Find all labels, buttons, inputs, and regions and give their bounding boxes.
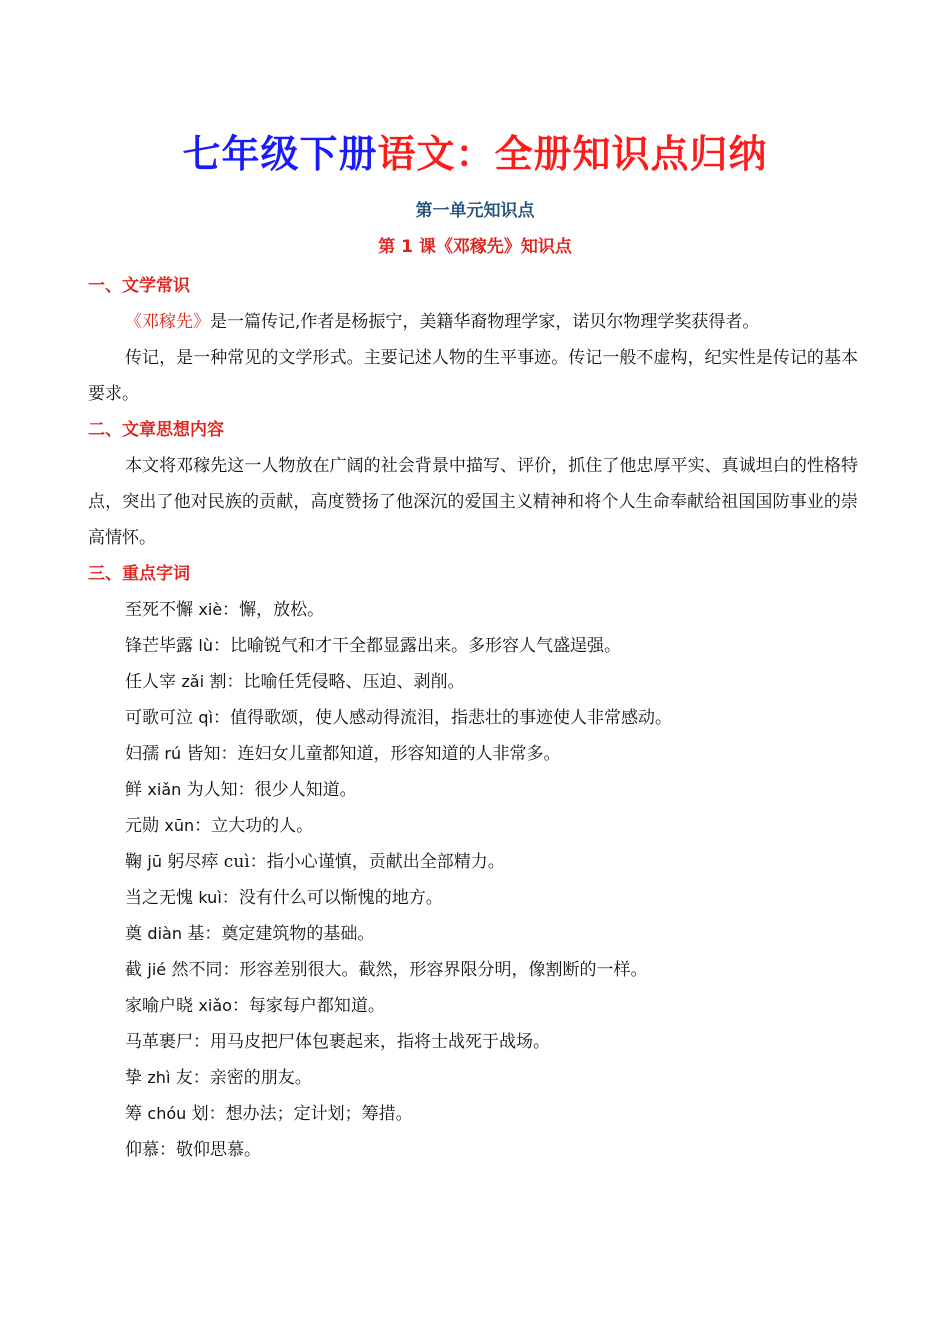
vocab-definition: ：比喻锐气和才干全都显露出来。多形容人气盛逞强。 [213,636,621,656]
vocab-pinyin: xūn [164,816,195,835]
vocab-definition: ：每家每户都知道。 [231,996,385,1016]
vocab-item [88,916,858,952]
vocab-item [88,1060,858,1096]
vocab-item [88,880,858,916]
title-part-grade: 七年级下册 [182,132,378,176]
paragraph [88,340,858,412]
vocab-definition: ：值得歌颂，使人感动得流泪，指悲壮的事迹使人非常感动。 [213,708,673,728]
vocab-pinyin: qì [198,708,214,727]
section-heading-vocabulary: 三、重点字词 [88,564,190,584]
vocab-definition: ：懈，放松。 [222,600,325,620]
vocab-term: 马革裹尸： [125,1032,210,1052]
vocab-item [88,952,858,988]
vocab-definition: ：立大功的人。 [194,816,314,836]
vocab-pinyin: jié [147,960,167,979]
document-body [88,268,858,1168]
vocab-item [88,1132,858,1168]
section-heading-literary: 一、文学常识 [88,276,190,296]
vocab-term: 筹 [125,1104,148,1124]
vocab-term: 挚 [125,1068,148,1088]
paragraph-text: 是一篇传记,作者是杨振宁，美籍华裔物理学家，诺贝尔物理学奖获得者。 [210,312,760,332]
vocab-term: 锋芒毕露 [125,636,199,656]
unit-heading: 第一单元知识点 [415,201,535,221]
vocab-item [88,592,858,628]
vocab-definition: 友：亲密的朋友。 [170,1068,312,1088]
vocab-item [88,808,858,844]
paragraph-text: 本文将邓稼先这一人物放在广阔的社会背景中描写、评价，抓住了他忠厚平实、真诚坦白的性格特点，突出了他对民族的贡献，高度赞扬了他深沉的爱国主义精神和将个人生命奉献给祖国国防事业的崇高情怀。 [88,456,858,548]
vocab-item [88,736,858,772]
vocab-item [88,844,858,880]
vocab-definition: 用马皮把尸体包裹起来，指将士战死于战场。 [210,1032,550,1052]
vocab-definition: 划：想办法；定计划；筹措。 [186,1104,413,1124]
vocab-term: 任人宰 [125,672,182,692]
vocab-item [88,628,858,664]
vocab-pinyin: rú [164,744,182,763]
paragraph [88,448,858,556]
vocab-definition: 皆知：连妇女儿童都知道，形容知道的人非常多。 [181,744,561,764]
vocab-term: 当之无愧 [125,888,199,908]
vocab-pinyin: chóu [147,1104,187,1123]
vocab-pinyin: kuì [198,888,222,907]
vocab-pinyin: xiè [198,600,223,619]
vocab-definition: ：没有什么可以惭愧的地方。 [221,888,443,908]
vocab-item [88,988,858,1024]
vocab-term: 可歌可泣 [125,708,199,728]
section-heading-content: 二、文章思想内容 [88,420,224,440]
vocab-term: 妇孺 [125,744,165,764]
vocab-definition: 敬仰思慕。 [176,1140,261,1160]
vocab-term: 截 [125,960,148,980]
vocab-definition: 躬尽瘁 cuì：指小心谨慎，贡献出全部精力。 [162,852,505,872]
vocab-pinyin: diàn [147,924,182,943]
vocab-definition: 割：比喻任凭侵略、压迫、剥削。 [204,672,465,692]
title-part-subject: 语文：全册知识点归纳 [377,132,768,176]
vocab-definition: 然不同：形容差别很大。截然，形容界限分明，像割断的一样。 [166,960,648,980]
lesson-heading: 第 1 课《邓稼先》知识点 [378,237,572,257]
vocab-term: 家喻户晓 [125,996,199,1016]
vocab-item [88,700,858,736]
vocab-item [88,1096,858,1132]
vocab-term: 鞠 [125,852,148,872]
vocab-pinyin: zǎi [181,672,205,691]
vocab-definition: 基：奠定建筑物的基础。 [181,924,375,944]
vocab-definition: 为人知：很少人知道。 [181,780,357,800]
vocab-pinyin: lù [198,636,213,655]
vocab-term: 鲜 [125,780,148,800]
vocab-item [88,664,858,700]
vocab-pinyin: xiǎn [147,780,182,799]
paragraph [88,304,858,340]
vocab-pinyin: zhì [147,1068,171,1087]
vocab-item [88,772,858,808]
vocab-term: 元勋 [125,816,165,836]
vocab-pinyin: jū [147,852,162,871]
vocab-term: 至死不懈 [125,600,199,620]
book-title-inline: 《邓稼先》 [125,312,210,332]
vocab-item [88,1024,858,1060]
vocab-term: 奠 [125,924,148,944]
vocab-term: 仰慕： [125,1140,176,1160]
vocab-pinyin: xiǎo [198,996,232,1015]
document-title [0,128,950,180]
paragraph-text: 传记，是一种常见的文学形式。主要记述人物的生平事迹。传记一般不虚构，纪实性是传记的基本要求。 [88,348,858,404]
